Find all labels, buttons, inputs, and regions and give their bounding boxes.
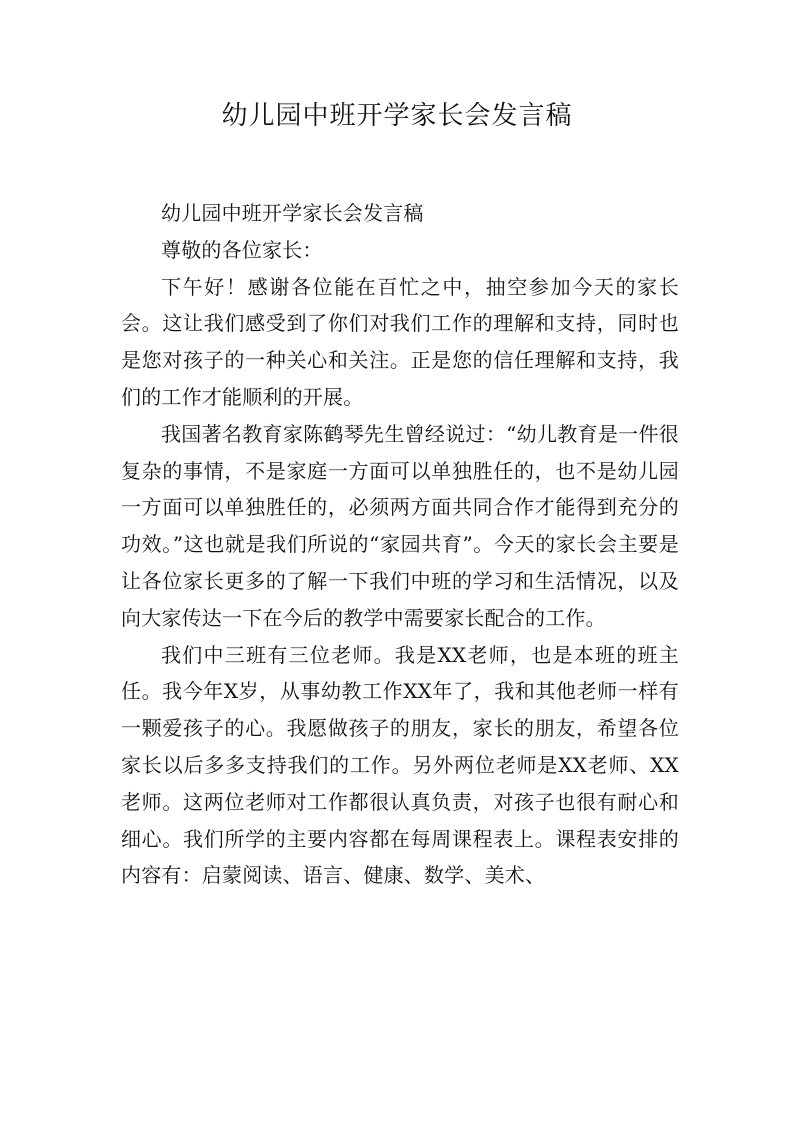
paragraph-greeting: 下午好！感谢各位能在百忙之中，抽空参加今天的家长会。这让我们感受到了你们对我们工作的理解和支持，同时也是您对孩子的一种关心和关注。正是您的信任理解和支持，我们的工作才能顺利的开展。 (121, 274, 679, 409)
paragraph-salutation: 尊敬的各位家长： (161, 237, 323, 262)
document-body (121, 195, 679, 894)
document-title: 幼儿园中班开学家长会发言稿 (221, 101, 573, 131)
paragraph-subtitle: 幼儿园中班开学家长会发言稿 (161, 201, 424, 225)
paragraph-teachers: 我们中三班有三位老师。我是XX老师，也是本班的班主任。我今年X岁，从事幼教工作XX年了，我和其他老师一样有一颗爱孩子的心。我愿做孩子的朋友，家长的朋友，希望各位家长以后多多支持我们的工作。另外两位老师是XX老师、XX老师。这两位老师对工作都很认真负责，对孩子也很有耐心和细心。我们所学的主要内容都在每周课程表上。课程表安排的内容有：启蒙阅读、语言、健康、数学、美术、 (121, 642, 679, 888)
paragraph-quote: 我国著名教育家陈鹤琴先生曾经说过：“幼儿教育是一件很复杂的事情，不是家庭一方面可以单独胜任的，也不是幼儿园一方面可以单独胜任的，必须两方面共同合作才能得到充分的功效。”这也就是我们所说的“家园共育”。今天的家长会主要是让各位家长更多的了解一下我们中班的学习和生活情况，以及向大家传达一下在今后的教学中需要家长配合的工作。 (121, 421, 679, 630)
